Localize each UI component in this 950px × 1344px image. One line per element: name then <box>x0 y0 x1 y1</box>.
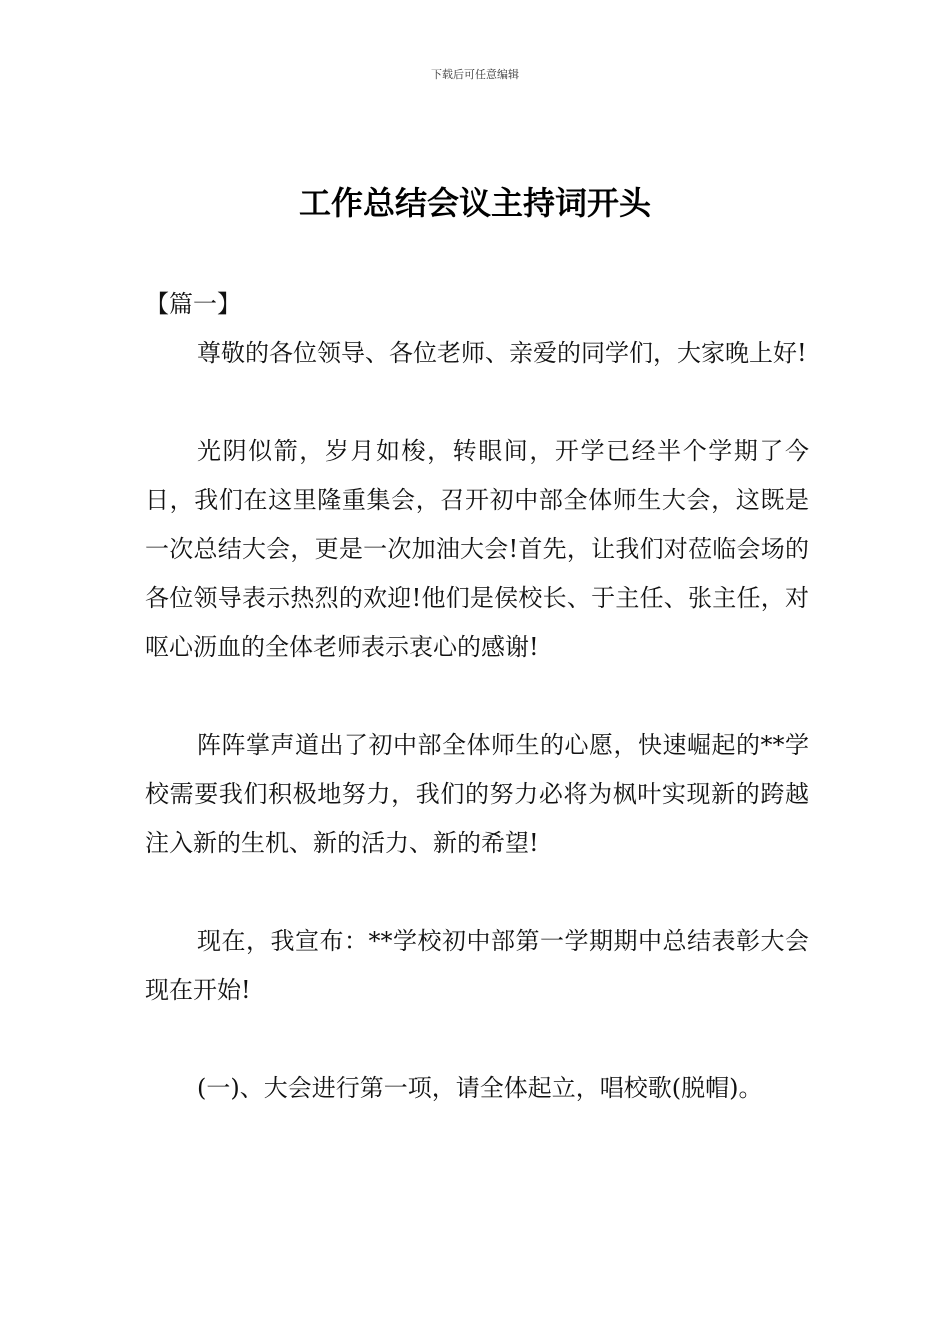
paragraph-agenda-item-1: (一)、大会进行第一项，请全体起立，唱校歌(脱帽)。 <box>197 1074 763 1102</box>
document-body <box>145 280 809 1162</box>
paragraph-opening: 光阴似箭，岁月如梭，转眼间，开学已经半个学期了今日，我们在这里隆重集会，召开初中部全体师生大会，这既是一次总结大会，更是一次加油大会!首先，让我们对莅临会场的各位领导表示热烈的欢迎!他们是侯校长、于主任、张主任，对呕心沥血的全体老师表示衷心的感谢! <box>145 437 809 661</box>
section-label: 【篇一】 <box>145 290 241 318</box>
paragraph-announcement: 现在，我宣布：**学校初中部第一学期期中总结表彰大会现在开始! <box>145 927 809 1004</box>
header-note: 下载后可任意编辑 <box>431 68 519 81</box>
document-title: 工作总结会议主持词开头 <box>298 184 651 222</box>
paragraph-greeting: 尊敬的各位领导、各位老师、亲爱的同学们，大家晚上好! <box>197 339 807 367</box>
paragraph-applause: 阵阵掌声道出了初中部全体师生的心愿，快速崛起的**学校需要我们积极地努力，我们的努力必将为枫叶实现新的跨越注入新的生机、新的活力、新的希望! <box>145 731 809 857</box>
